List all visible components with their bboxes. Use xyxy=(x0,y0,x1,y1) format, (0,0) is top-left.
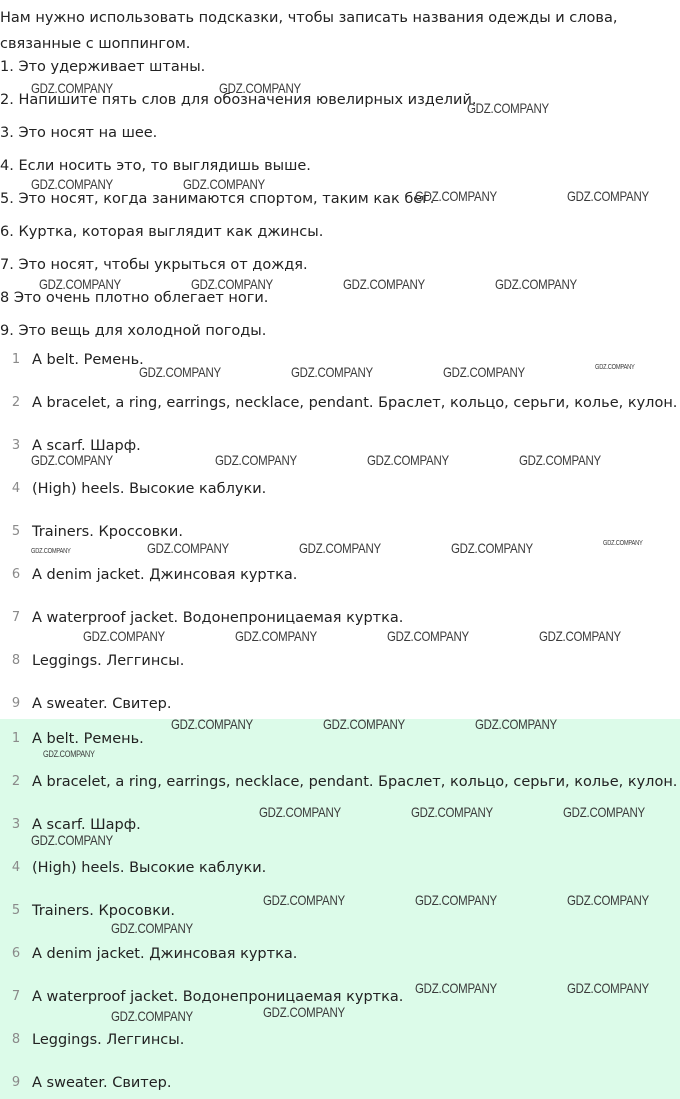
watermark: GDZ.COMPANY xyxy=(595,364,635,371)
watermark: GDZ.COMPANY xyxy=(475,716,557,732)
question-8: 8 Это очень плотно облегает ноги. xyxy=(0,290,269,306)
watermark: GDZ.COMPANY xyxy=(39,276,121,292)
answer-number: 8 xyxy=(11,653,21,668)
answer-number: 7 xyxy=(11,989,21,1004)
answer-text: Leggings. Леггинсы. xyxy=(32,653,185,669)
watermark: GDZ.COMPANY xyxy=(147,540,229,556)
question-3: 3. Это носят на шее. xyxy=(0,125,158,141)
watermark: GDZ.COMPANY xyxy=(467,100,549,116)
watermark: GDZ.COMPANY xyxy=(31,176,113,192)
answer-text: A bracelet, a ring, earrings, necklace, pendant. Браслет, кольцо, серьги, колье, кулон. xyxy=(32,395,678,411)
watermark: GDZ.COMPANY xyxy=(111,1008,193,1024)
watermark: GDZ.COMPANY xyxy=(367,452,449,468)
answer-text: A belt. Ремень. xyxy=(32,731,144,747)
watermark: GDZ.COMPANY xyxy=(83,628,165,644)
answer-text: A scarf. Шарф. xyxy=(32,438,141,454)
watermark: GDZ.COMPANY xyxy=(215,452,297,468)
watermark: GDZ.COMPANY xyxy=(263,1004,345,1020)
answer-text: Trainers. Кроссовки. xyxy=(32,524,183,540)
answer-text: (High) heels. Высокие каблуки. xyxy=(32,860,267,876)
answer-number: 4 xyxy=(11,481,21,496)
watermark: GDZ.COMPANY xyxy=(343,276,425,292)
question-5: 5. Это носят, когда занимаются спортом, таким как бег. xyxy=(0,191,435,207)
answer-text: A belt. Ремень. xyxy=(32,352,144,368)
watermark: GDZ.COMPANY xyxy=(31,548,71,555)
watermark: GDZ.COMPANY xyxy=(411,804,493,820)
watermark: GDZ.COMPANY xyxy=(415,980,497,996)
answer-number: 5 xyxy=(11,903,21,918)
answer-number: 4 xyxy=(11,860,21,875)
watermark: GDZ.COMPANY xyxy=(111,920,193,936)
watermark: GDZ.COMPANY xyxy=(263,892,345,908)
watermark: GDZ.COMPANY xyxy=(183,176,265,192)
answer-text: A denim jacket. Джинсовая куртка. xyxy=(32,946,298,962)
answer-number: 7 xyxy=(11,610,21,625)
watermark: GDZ.COMPANY xyxy=(519,452,601,468)
answer-text: A waterproof jacket. Водонепроницаемая куртка. xyxy=(32,610,404,626)
answer-text: Leggings. Леггинсы. xyxy=(32,1032,185,1048)
watermark: GDZ.COMPANY xyxy=(299,540,381,556)
question-6: 6. Куртка, которая выглядит как джинсы. xyxy=(0,224,324,240)
answer-text: Trainers. Кросовки. xyxy=(32,903,175,919)
watermark: GDZ.COMPANY xyxy=(31,452,113,468)
watermark: GDZ.COMPANY xyxy=(567,980,649,996)
answer-number: 5 xyxy=(11,524,21,539)
answer-text: A sweater. Свитер. xyxy=(32,1075,172,1091)
watermark: GDZ.COMPANY xyxy=(415,892,497,908)
watermark: GDZ.COMPANY xyxy=(567,188,649,204)
answer-text: A denim jacket. Джинсовая куртка. xyxy=(32,567,298,583)
watermark: GDZ.COMPANY xyxy=(451,540,533,556)
watermark: GDZ.COMPANY xyxy=(191,276,273,292)
question-9: 9. Это вещь для холодной погоды. xyxy=(0,323,267,339)
question-4: 4. Если носить это, то выглядишь выше. xyxy=(0,158,311,174)
watermark: GDZ.COMPANY xyxy=(171,716,253,732)
watermark: GDZ.COMPANY xyxy=(415,188,497,204)
question-7: 7. Это носят, чтобы укрыться от дождя. xyxy=(0,257,308,273)
answer-text: A bracelet, a ring, earrings, necklace, pendant. Браслет, кольцо, серьги, колье, кулон. xyxy=(32,774,678,790)
answer-number: 9 xyxy=(11,1075,21,1090)
watermark: GDZ.COMPANY xyxy=(387,628,469,644)
answer-number: 2 xyxy=(11,774,21,789)
watermark: GDZ.COMPANY xyxy=(567,892,649,908)
watermark: GDZ.COMPANY xyxy=(43,749,95,759)
watermark: GDZ.COMPANY xyxy=(291,364,373,380)
answer-number: 1 xyxy=(11,352,21,367)
task-intro: Нам нужно использовать подсказки, чтобы записать названия одежды и слова, связанные с шоппингом. xyxy=(0,10,618,52)
watermark: GDZ.COMPANY xyxy=(495,276,577,292)
answer-number: 1 xyxy=(11,731,21,746)
watermark: GDZ.COMPANY xyxy=(563,804,645,820)
answer-number: 6 xyxy=(11,946,21,961)
answer-number: 3 xyxy=(11,438,21,453)
watermark: GDZ.COMPANY xyxy=(235,628,317,644)
watermark: GDZ.COMPANY xyxy=(443,364,525,380)
answer-text: A waterproof jacket. Водонепроницаемая куртка. xyxy=(32,989,404,1005)
answer-number: 2 xyxy=(11,395,21,410)
question-1: 1. Это удерживает штаны. xyxy=(0,59,206,75)
question-2: 2. Напишите пять слов для обозначения ювелирных изделий. xyxy=(0,92,477,108)
answer-number: 6 xyxy=(11,567,21,582)
answer-number: 3 xyxy=(11,817,21,832)
answer-number: 9 xyxy=(11,696,21,711)
watermark: GDZ.COMPANY xyxy=(31,80,113,96)
watermark: GDZ.COMPANY xyxy=(259,804,341,820)
watermark: GDZ.COMPANY xyxy=(539,628,621,644)
watermark: GDZ.COMPANY xyxy=(219,80,301,96)
answer-number: 8 xyxy=(11,1032,21,1047)
watermark: GDZ.COMPANY xyxy=(323,716,405,732)
answer-text: (High) heels. Высокие каблуки. xyxy=(32,481,267,497)
answer-text: A scarf. Шарф. xyxy=(32,817,141,833)
answer-text: A sweater. Свитер. xyxy=(32,696,172,712)
watermark: GDZ.COMPANY xyxy=(31,832,113,848)
watermark: GDZ.COMPANY xyxy=(603,540,643,547)
watermark: GDZ.COMPANY xyxy=(139,364,221,380)
